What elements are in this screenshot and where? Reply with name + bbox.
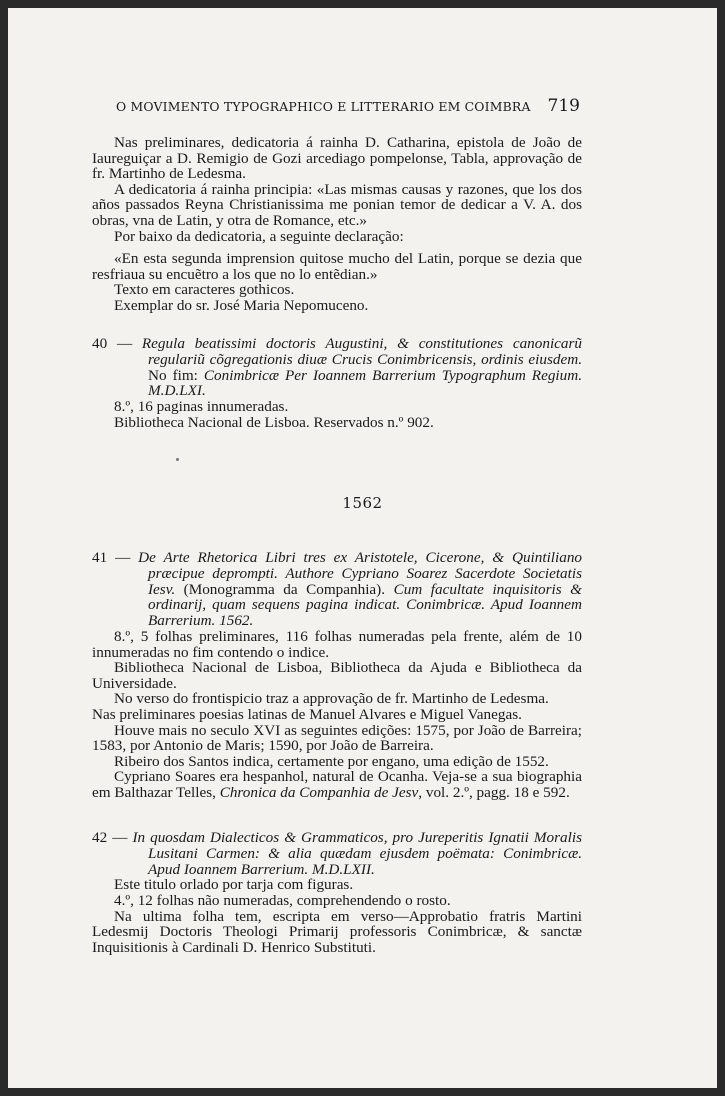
- entry-title: [92, 336, 582, 399]
- entry-description: Este titulo orlado por tarja com figuras.: [114, 876, 354, 894]
- entry-number: 42 —: [92, 829, 128, 846]
- entry-title: [92, 830, 582, 877]
- year-heading: 1562: [342, 494, 383, 512]
- entry-imprint: Cum facultate inquisitoris & ordinarij, quam sequens pagina indicat. Conimbricæ. Apud Ioannem Barrerium. 1562.: [148, 580, 582, 630]
- note-text: Cypriano Soares era hespanhol, natural de Ocanha. Veja-se a sua biographia em Balthazar Telles,: [92, 768, 582, 801]
- ink-speck: [176, 458, 179, 461]
- entry-41: [92, 550, 582, 801]
- entry-42: [92, 830, 582, 955]
- paragraph: Texto em caracteres gothicos.: [114, 281, 295, 299]
- note-book-title: Chronica da Companhia de Jesv: [219, 783, 419, 801]
- intro-section: [92, 135, 582, 314]
- running-title: O MOVIMENTO TYPOGRAPHICO E LITTERARIO EM COIMBRA: [116, 99, 531, 114]
- paragraph: «En esta segunda imprension quitose mucho del Latin, porque se dezia que resfriaua su encuẽtro a los que no lo entẽdian.»: [92, 250, 582, 283]
- entry-note: No verso do frontispicio traz a approvação de fr. Martinho de Ledesma.: [114, 690, 549, 708]
- entry-description: 8.º, 5 folhas preliminares, 116 folhas numeradas pela frente, além de 10 innumeradas no fim contendo o indice.: [92, 627, 582, 661]
- entry-title: [92, 550, 582, 629]
- entry-40: [92, 336, 582, 430]
- paragraph: Nas preliminares, dedicatoria á rainha D. Catharina, epistola de João de Iaureguiçar a D. Remigio de Gozi arcediago pompelonse, Tabla, approvação de fr. Martinho de Ledesma.: [92, 134, 582, 183]
- entry-note: (Monogramma da Companhia).: [175, 580, 394, 598]
- entry-note: Na ultima folha tem, escripta em verso—Approbatio fratris Martini Ledesmij Doctoris Theologi Primarij professoris Conimbricæ, & sanctæ Inquisitionis à Cardinali D. Henrico Substituti.: [92, 907, 582, 956]
- entry-number: 41 —: [92, 549, 131, 566]
- entry-description: 4.º, 12 folhas não numeradas, comprehendendo o rosto.: [114, 891, 451, 909]
- entry-title-latin: In quosdam Dialecticos & Grammaticos, pro Jureperitis Ignatii Moralis Lusitani Carmen: & alia quædam ejusdem poëmata: Conimbricæ. Apud Ioannem Barrerium. M.D.LXII.: [132, 829, 583, 878]
- entry-description: 8.º, 16 paginas innumeradas.: [114, 398, 289, 416]
- entry-note: No fim:: [148, 366, 204, 384]
- page-number: 719: [547, 96, 580, 116]
- entry-number: 40 —: [92, 335, 133, 352]
- entry-note: [92, 769, 582, 800]
- note-text: , vol. 2.º, pagg. 18 e 592.: [418, 783, 570, 801]
- entry-title-latin: De Arte Rhetorica Libri tres ex Aristotele, Cicerone, & Quintiliano præcipue deprompti. Authore Cypriano Soarez Sacerdote Societatis Iesv.: [138, 549, 583, 598]
- entry-library: Bibliotheca Nacional de Lisboa. Reservados n.º 902.: [114, 413, 434, 431]
- entry-note: Houve mais no seculo XVI as seguintes edições: 1575, por João de Barreira; 1583, por Antonio de Maris; 1590, por João de Barreira.: [92, 721, 582, 755]
- book-page: [8, 8, 717, 1088]
- paragraph: Exemplar do sr. José Maria Nepomuceno.: [114, 296, 369, 314]
- entry-note: Ribeiro dos Santos indica, certamente por engano, uma edição de 1552.: [114, 752, 549, 770]
- entry-note: Nas preliminares poesias latinas de Manuel Alvares e Miguel Vanegas.: [92, 705, 522, 723]
- paragraph: A dedicatoria á rainha principia: «Las mismas causas y razones, que los dos años passados Reyna Christianissima me ponian temor de dedicar a V. A. dos obras, vna de Latin, y otra de Romance, etc.»: [92, 180, 582, 229]
- entry-library: Bibliotheca Nacional de Lisboa, Bibliotheca da Ajuda e Bibliotheca da Universidade.: [92, 659, 582, 692]
- paragraph: Por baixo da dedicatoria, a seguinte declaração:: [114, 227, 404, 245]
- entry-title-latin: Regula beatissimi doctoris Augustini, & constitutiones canonicarũ regulariũ cõgregationis diuæ Crucis Conimbricensis, ordinis eiusdem.: [141, 335, 582, 368]
- running-header: [116, 96, 580, 116]
- entry-imprint: Conimbricæ Per Ioannem Barrerium Typographum Regium. M.D.LXI.: [148, 366, 582, 400]
